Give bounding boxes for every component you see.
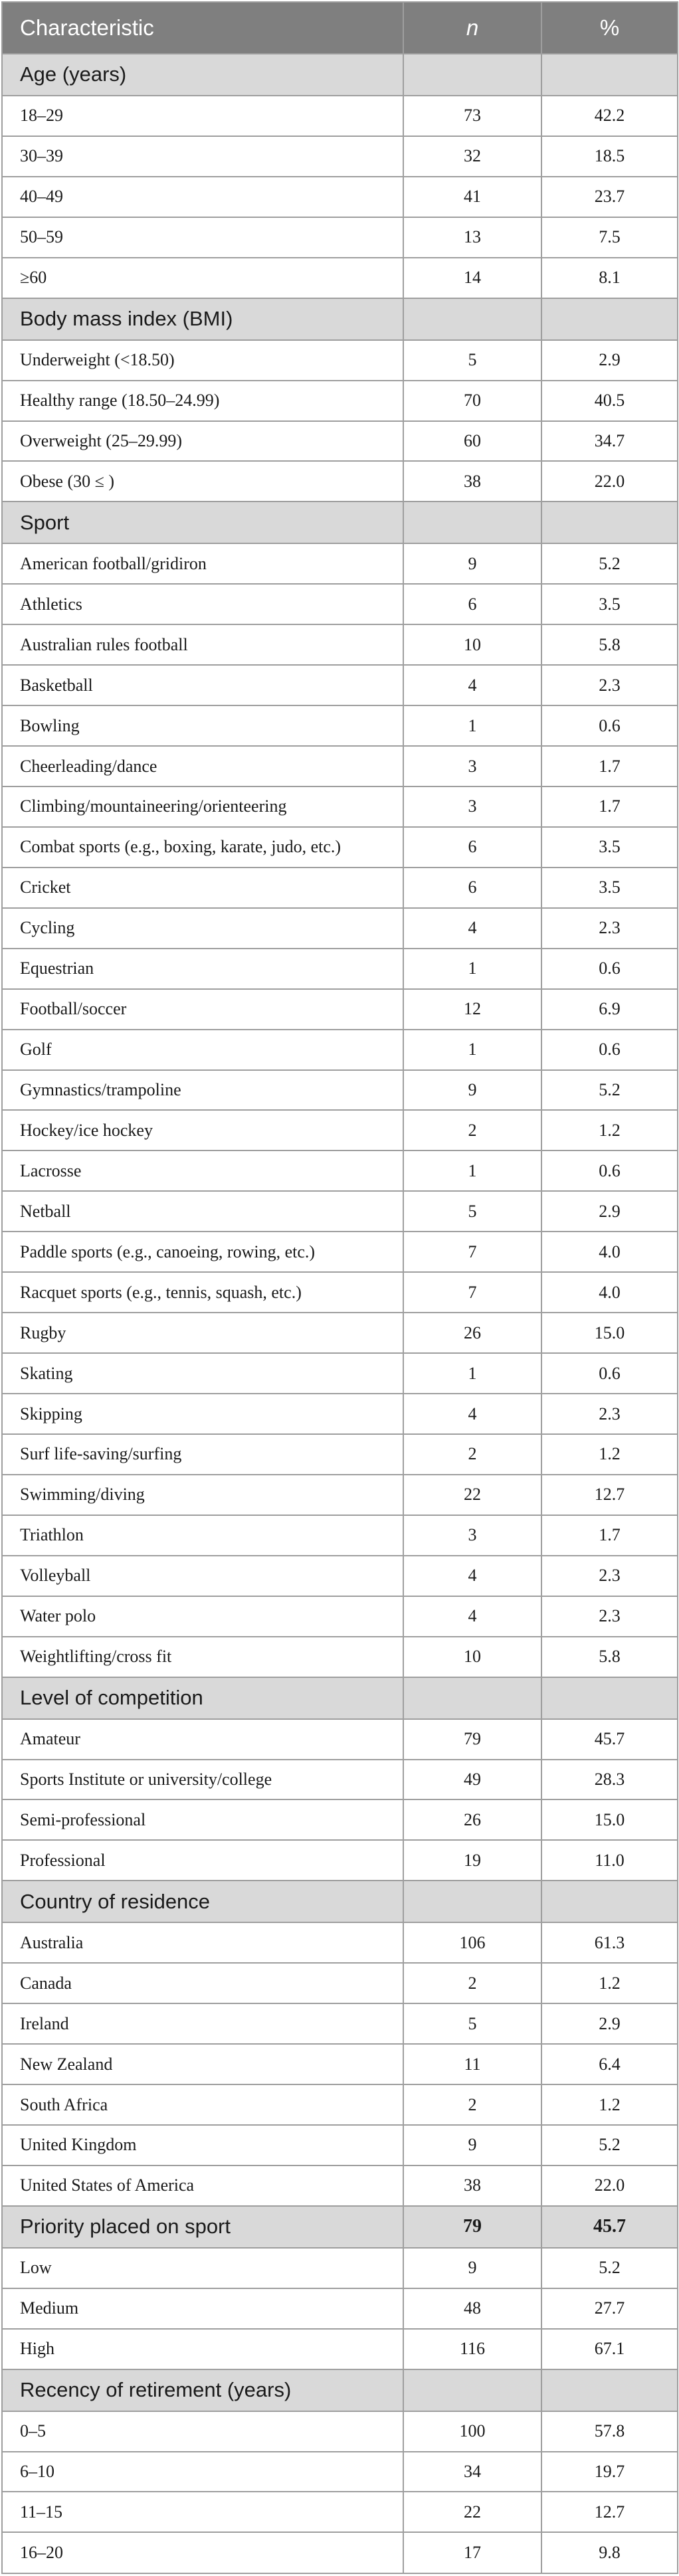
row-n: 48 (403, 2288, 541, 2329)
table-row (2, 2165, 678, 2206)
row-percent: 1.2 (541, 2084, 678, 2125)
table-row (2, 2084, 678, 2125)
table-row (2, 1394, 678, 1434)
header-characteristic: Characteristic (2, 2, 403, 54)
table-row (2, 2288, 678, 2329)
table-row (2, 1963, 678, 2003)
row-n: 32 (403, 136, 541, 177)
row-percent: 2.9 (541, 2003, 678, 2044)
row-label: Healthy range (18.50–24.99) (2, 381, 403, 421)
row-percent: 22.0 (541, 461, 678, 502)
section-percent (541, 502, 678, 543)
section-title: Age (years) (2, 54, 403, 96)
row-n: 12 (403, 989, 541, 1030)
row-n: 116 (403, 2329, 541, 2369)
row-percent: 57.8 (541, 2411, 678, 2452)
table-row (2, 949, 678, 989)
row-percent: 12.7 (541, 1475, 678, 1515)
table-row (2, 2492, 678, 2532)
row-n: 4 (403, 1556, 541, 1596)
table-row (2, 786, 678, 827)
row-label: Canada (2, 1963, 403, 2003)
row-percent: 2.3 (541, 665, 678, 705)
row-label: Climbing/mountaineering/orienteering (2, 786, 403, 827)
row-label: Australian rules football (2, 624, 403, 665)
table-row (2, 989, 678, 1030)
row-label: United States of America (2, 2165, 403, 2206)
row-n: 4 (403, 1394, 541, 1434)
section-n (403, 54, 541, 96)
row-label: Gymnastics/trampoline (2, 1070, 403, 1111)
row-percent: 5.8 (541, 1637, 678, 1677)
row-percent: 2.9 (541, 1191, 678, 1232)
row-n: 1 (403, 1030, 541, 1070)
header-n: n (403, 2, 541, 54)
row-n: 5 (403, 1191, 541, 1232)
row-n: 3 (403, 746, 541, 786)
row-n: 34 (403, 2452, 541, 2492)
table-row (2, 2329, 678, 2369)
row-n: 4 (403, 665, 541, 705)
row-label: 30–39 (2, 136, 403, 177)
row-n: 106 (403, 1922, 541, 1963)
row-n: 1 (403, 1353, 541, 1394)
row-percent: 45.7 (541, 1719, 678, 1760)
table-row (2, 1353, 678, 1394)
row-percent: 28.3 (541, 1760, 678, 1800)
row-label: Australia (2, 1922, 403, 1963)
section-header-row (2, 2369, 678, 2411)
row-label: Racquet sports (e.g., tennis, squash, etc.) (2, 1272, 403, 1313)
row-percent: 6.4 (541, 2044, 678, 2084)
row-label: Ireland (2, 2003, 403, 2044)
row-percent: 9.8 (541, 2532, 678, 2573)
row-n: 1 (403, 1150, 541, 1191)
table-row (2, 543, 678, 584)
row-n: 41 (403, 177, 541, 217)
table-body (2, 54, 678, 2573)
section-title: Level of competition (2, 1677, 403, 1719)
section-title: Country of residence (2, 1881, 403, 1922)
table-row (2, 908, 678, 949)
row-label: Paddle sports (e.g., canoeing, rowing, etc.) (2, 1232, 403, 1272)
table-row (2, 1313, 678, 1353)
section-percent (541, 54, 678, 96)
row-n: 9 (403, 2125, 541, 2165)
row-percent: 0.6 (541, 705, 678, 746)
row-n: 10 (403, 1637, 541, 1677)
table-row (2, 1799, 678, 1840)
row-percent: 1.2 (541, 1434, 678, 1475)
section-n (403, 502, 541, 543)
row-label: American football/gridiron (2, 543, 403, 584)
row-label: ≥60 (2, 258, 403, 298)
row-percent: 23.7 (541, 177, 678, 217)
row-percent: 22.0 (541, 2165, 678, 2206)
row-n: 38 (403, 2165, 541, 2206)
row-label: Weightlifting/cross fit (2, 1637, 403, 1677)
section-n (403, 1677, 541, 1719)
row-n: 10 (403, 624, 541, 665)
table-row (2, 340, 678, 381)
row-label: 11–15 (2, 2492, 403, 2532)
table-row (2, 1596, 678, 1637)
table-row (2, 1070, 678, 1111)
row-label: 16–20 (2, 2532, 403, 2573)
row-n: 26 (403, 1799, 541, 1840)
row-n: 3 (403, 1515, 541, 1556)
table-row (2, 665, 678, 705)
row-label: 50–59 (2, 217, 403, 258)
row-percent: 40.5 (541, 381, 678, 421)
table-row (2, 421, 678, 462)
row-label: Skipping (2, 1394, 403, 1434)
row-label: Semi-professional (2, 1799, 403, 1840)
table-row (2, 1110, 678, 1150)
row-percent: 34.7 (541, 421, 678, 462)
row-n: 13 (403, 217, 541, 258)
row-percent: 3.5 (541, 584, 678, 624)
row-percent: 0.6 (541, 1030, 678, 1070)
row-label: Skating (2, 1353, 403, 1394)
row-label: Professional (2, 1840, 403, 1881)
section-percent (541, 1881, 678, 1922)
row-label: New Zealand (2, 2044, 403, 2084)
row-label: South Africa (2, 2084, 403, 2125)
row-percent: 5.8 (541, 624, 678, 665)
row-n: 2 (403, 2084, 541, 2125)
table-row (2, 2044, 678, 2084)
section-header-row (2, 298, 678, 340)
row-label: Amateur (2, 1719, 403, 1760)
row-n: 4 (403, 908, 541, 949)
table-row (2, 2411, 678, 2452)
row-percent: 19.7 (541, 2452, 678, 2492)
row-percent: 1.7 (541, 1515, 678, 1556)
row-label: Golf (2, 1030, 403, 1070)
table-row (2, 1030, 678, 1070)
section-title: Sport (2, 502, 403, 543)
table-row (2, 258, 678, 298)
table-row (2, 1272, 678, 1313)
row-percent: 1.2 (541, 1963, 678, 2003)
row-n: 7 (403, 1232, 541, 1272)
row-label: Bowling (2, 705, 403, 746)
table-row (2, 2248, 678, 2288)
row-label: Medium (2, 2288, 403, 2329)
row-n: 4 (403, 1596, 541, 1637)
row-label: Cycling (2, 908, 403, 949)
row-n: 22 (403, 1475, 541, 1515)
section-header-row (2, 54, 678, 96)
row-n: 79 (403, 1719, 541, 1760)
section-n: 79 (403, 2206, 541, 2248)
table-row (2, 96, 678, 136)
section-percent (541, 1677, 678, 1719)
table-header (2, 2, 678, 54)
row-percent: 11.0 (541, 1840, 678, 1881)
row-label: Surf life-saving/surfing (2, 1434, 403, 1475)
row-n: 9 (403, 543, 541, 584)
row-percent: 8.1 (541, 258, 678, 298)
table-row (2, 868, 678, 908)
row-percent: 4.0 (541, 1232, 678, 1272)
table-row (2, 2452, 678, 2492)
row-n: 22 (403, 2492, 541, 2532)
row-n: 2 (403, 1434, 541, 1475)
row-n: 73 (403, 96, 541, 136)
row-label: 6–10 (2, 2452, 403, 2492)
row-label: 40–49 (2, 177, 403, 217)
row-label: 18–29 (2, 96, 403, 136)
row-n: 1 (403, 949, 541, 989)
row-n: 100 (403, 2411, 541, 2452)
row-n: 60 (403, 421, 541, 462)
row-n: 5 (403, 340, 541, 381)
section-percent: 45.7 (541, 2206, 678, 2248)
row-percent: 2.3 (541, 1394, 678, 1434)
row-percent: 27.7 (541, 2288, 678, 2329)
row-label: Lacrosse (2, 1150, 403, 1191)
row-label: Athletics (2, 584, 403, 624)
row-n: 11 (403, 2044, 541, 2084)
row-label: Netball (2, 1191, 403, 1232)
row-percent: 2.3 (541, 1596, 678, 1637)
row-label: United Kingdom (2, 2125, 403, 2165)
table-row (2, 1475, 678, 1515)
row-n: 9 (403, 1070, 541, 1111)
section-percent (541, 2369, 678, 2411)
row-label: Triathlon (2, 1515, 403, 1556)
row-percent: 0.6 (541, 949, 678, 989)
row-label: Overweight (25–29.99) (2, 421, 403, 462)
table-row (2, 1760, 678, 1800)
row-n: 5 (403, 2003, 541, 2044)
table-row (2, 1191, 678, 1232)
table-row (2, 2003, 678, 2044)
table-row (2, 1556, 678, 1596)
row-n: 6 (403, 868, 541, 908)
row-n: 19 (403, 1840, 541, 1881)
section-title: Recency of retirement (years) (2, 2369, 403, 2411)
row-n: 26 (403, 1313, 541, 1353)
table-row (2, 381, 678, 421)
section-header-row (2, 2206, 678, 2248)
table-row (2, 177, 678, 217)
section-n (403, 2369, 541, 2411)
row-n: 6 (403, 584, 541, 624)
row-label: Low (2, 2248, 403, 2288)
table-row (2, 584, 678, 624)
row-label: Basketball (2, 665, 403, 705)
table-row (2, 1637, 678, 1677)
row-percent: 1.2 (541, 1110, 678, 1150)
row-n: 17 (403, 2532, 541, 2573)
row-n: 2 (403, 1110, 541, 1150)
table-row (2, 1719, 678, 1760)
row-n: 7 (403, 1272, 541, 1313)
demographics-table (1, 1, 678, 2574)
row-label: Sports Institute or university/college (2, 1760, 403, 1800)
section-n (403, 298, 541, 340)
row-n: 2 (403, 1963, 541, 2003)
row-percent: 61.3 (541, 1922, 678, 1963)
row-label: 0–5 (2, 2411, 403, 2452)
row-percent: 6.9 (541, 989, 678, 1030)
row-percent: 67.1 (541, 2329, 678, 2369)
row-n: 38 (403, 461, 541, 502)
row-n: 6 (403, 827, 541, 868)
row-label: Volleyball (2, 1556, 403, 1596)
table-row (2, 1232, 678, 1272)
row-label: Equestrian (2, 949, 403, 989)
row-percent: 5.2 (541, 543, 678, 584)
row-percent: 15.0 (541, 1313, 678, 1353)
row-percent: 7.5 (541, 217, 678, 258)
section-percent (541, 298, 678, 340)
table-row (2, 705, 678, 746)
header-percent: % (541, 2, 678, 54)
row-label: Obese (30 ≤ ) (2, 461, 403, 502)
row-percent: 2.9 (541, 340, 678, 381)
table-row (2, 461, 678, 502)
row-label: Water polo (2, 1596, 403, 1637)
table-row (2, 624, 678, 665)
row-percent: 3.5 (541, 827, 678, 868)
row-percent: 5.2 (541, 2248, 678, 2288)
row-label: Cricket (2, 868, 403, 908)
row-percent: 3.5 (541, 868, 678, 908)
row-percent: 15.0 (541, 1799, 678, 1840)
table-row (2, 1922, 678, 1963)
section-header-row (2, 1881, 678, 1922)
section-header-row (2, 1677, 678, 1719)
table-row (2, 2125, 678, 2165)
row-percent: 0.6 (541, 1353, 678, 1394)
header-row (2, 2, 678, 54)
row-percent: 5.2 (541, 2125, 678, 2165)
row-percent: 2.3 (541, 908, 678, 949)
row-label: Football/soccer (2, 989, 403, 1030)
table-row (2, 827, 678, 868)
row-n: 14 (403, 258, 541, 298)
section-n (403, 1881, 541, 1922)
row-percent: 4.0 (541, 1272, 678, 1313)
row-label: High (2, 2329, 403, 2369)
row-label: Underweight (<18.50) (2, 340, 403, 381)
table-row (2, 217, 678, 258)
row-percent: 5.2 (541, 1070, 678, 1111)
row-n: 70 (403, 381, 541, 421)
row-label: Swimming/diving (2, 1475, 403, 1515)
table-row (2, 1840, 678, 1881)
section-header-row (2, 502, 678, 543)
table-row (2, 1515, 678, 1556)
row-label: Combat sports (e.g., boxing, karate, judo, etc.) (2, 827, 403, 868)
row-percent: 2.3 (541, 1556, 678, 1596)
row-n: 9 (403, 2248, 541, 2288)
row-percent: 1.7 (541, 746, 678, 786)
row-n: 3 (403, 786, 541, 827)
table-row (2, 1150, 678, 1191)
row-percent: 0.6 (541, 1150, 678, 1191)
row-percent: 1.7 (541, 786, 678, 827)
section-title: Priority placed on sport (2, 2206, 403, 2248)
table-row (2, 2532, 678, 2573)
section-title: Body mass index (BMI) (2, 298, 403, 340)
row-n: 1 (403, 705, 541, 746)
row-label: Rugby (2, 1313, 403, 1353)
row-label: Hockey/ice hockey (2, 1110, 403, 1150)
row-n: 49 (403, 1760, 541, 1800)
row-percent: 18.5 (541, 136, 678, 177)
row-percent: 12.7 (541, 2492, 678, 2532)
row-percent: 42.2 (541, 96, 678, 136)
table-row (2, 136, 678, 177)
row-label: Cheerleading/dance (2, 746, 403, 786)
table-row (2, 1434, 678, 1475)
table-row (2, 746, 678, 786)
